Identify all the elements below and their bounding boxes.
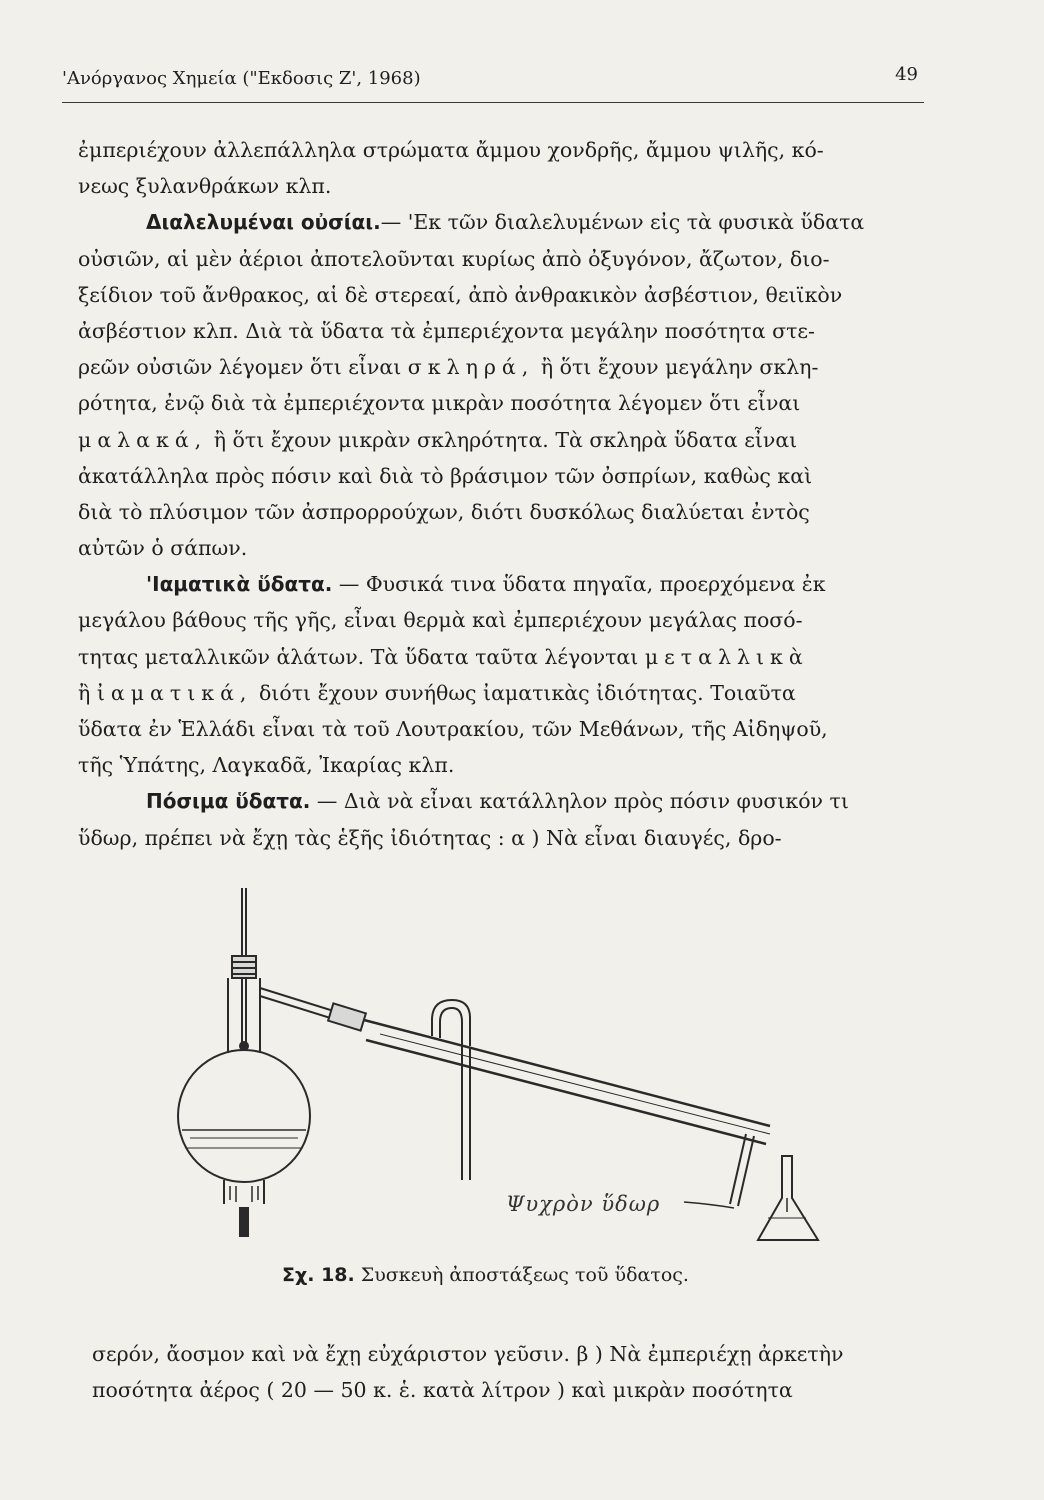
figure-number: Σχ. 18. <box>282 1264 355 1286</box>
body-text <box>78 132 938 856</box>
paragraph-healing-waters: 'Ιαματικὰ ὕδατα. — Φυσικά τινα ὕδατα πηγαῖα, προερχόμενα ἐκ <box>146 572 826 597</box>
text-line: οὐσιῶν, αἱ μὲν ἀέριοι ἀποτελοῦνται κυρίως ἀπὸ ὀξυγόνον, ἄζωτον, διο- <box>78 246 830 271</box>
section-heading-drinking: Πόσιμα ὕδατα. <box>146 789 311 814</box>
collecting-flask <box>758 1156 818 1240</box>
text-line: ρεῶν οὐσιῶν λέγομεν ὅτι εἶναι σκληρά, ἢ ὅτι ἔχουν μεγάλην σκλη- <box>78 355 819 380</box>
water-inlet-tube <box>730 1134 746 1204</box>
page-number: 49 <box>895 64 918 85</box>
text-line: ἐμπεριέχουν ἀλλεπάλληλα στρώματα ἄμμου χονδρῆς, ἄμμου ψιλῆς, κό- <box>78 138 824 162</box>
text-line: ὕδατα ἐν Ἑλλάδι εἶναι τὰ τοῦ Λουτρακίου, τῶν Μεθάνων, τῆς Αἰδηψοῦ, <box>78 717 828 741</box>
running-title: 'Ανόργανος Χημεία ("Εκδοσις Ζ', 1968) <box>62 68 421 89</box>
text-line: ἀκατάλληλα πρὸς πόσιν καὶ διὰ τὸ βράσιμον τῶν ὀσπρίων, καθὼς καὶ <box>78 463 813 488</box>
emphasis-hard: σκληρά, <box>407 355 535 380</box>
text-line: ρότητα, ἐνῷ διὰ τὰ ἐμπεριέχοντα μικρὰν ποσότητα λέγομεν ὅτι εἶναι <box>78 391 801 416</box>
emphasis-metallic: μεταλλικὰ <box>644 644 809 669</box>
connector <box>328 1003 366 1030</box>
condenser <box>364 1020 770 1126</box>
text-line: αὐτῶν ὁ σάπων. <box>78 536 248 561</box>
text-line: νεως ξυλανθράκων κλπ. <box>78 174 332 199</box>
emphasis-soft: μαλακά, <box>78 427 208 452</box>
round-flask <box>178 1050 310 1182</box>
section-heading-healing: 'Ιαματικὰ ὕδατα. <box>146 572 333 597</box>
distillation-apparatus-illustration <box>170 868 870 1248</box>
text-line: ὕδωρ, πρέπει νὰ ἔχῃ τὰς ἑξῆς ἰδιότητας : α ) Νὰ εἶναι διαυγές, δρο- <box>78 825 782 850</box>
figure-caption-text: Συσκευὴ ἀποστάξεως τοῦ ὕδατος. <box>360 1264 689 1286</box>
text-line: ξείδιον τοῦ ἄνθρακος, αἱ δὲ στερεαί, ἀπὸ ἀνθρακικὸν ἀσβέστιον, θειϊκὸν <box>78 282 843 307</box>
section-heading-dissolved: Διαλελυμέναι οὐσίαι. <box>146 210 381 235</box>
distillation-figure <box>170 868 870 1248</box>
text-line: ποσότητα ἀέρος ( 20 — 50 κ. ἑ. κατὰ λίτρον ) καὶ μικρὰν ποσότητα <box>92 1378 793 1403</box>
running-header <box>62 62 924 103</box>
text-line: μαλακά, ἢ ὅτι ἔχουν μικρὰν σκληρότητα. Τὰ σκληρὰ ὕδατα εἶναι <box>78 427 798 452</box>
text-line: διὰ τὸ πλύσιμον τῶν ἀσπρορρούχων, διότι δυσκόλως διαλύεται ἐντὸς <box>78 499 810 524</box>
paragraph-dissolved-substances: Διαλελυμέναι οὐσίαι.— 'Εκ τῶν διαλελυμένων εἰς τὰ φυσικὰ ὕδατα <box>146 210 865 235</box>
text-line: ἀσβέστιον κλπ. Διὰ τὰ ὕδατα τὰ ἐμπεριέχοντα μεγάλην ποσότητα στε- <box>78 318 815 343</box>
text-line: τητας μεταλλικῶν ἁλάτων. Τὰ ὕδατα ταῦτα λέγονται μεταλλικὰ <box>78 644 809 669</box>
figure-caption <box>282 1264 842 1286</box>
text-line: ἢ ἰαματικά, διότι ἔχουν συνήθως ἰαματικὰς ἰδιότητας. Τοιαῦτα <box>78 680 796 705</box>
cold-water-label: Ψυχρὸν ὕδωρ <box>506 1192 661 1216</box>
text-line: σερόν, ἄοσμον καὶ νὰ ἔχῃ εὐχάριστον γεῦσιν. β ) Νὰ ἐμπεριέχῃ ἀρκετὴν <box>92 1342 844 1366</box>
emphasis-healing: ἰαματικά, <box>96 680 253 705</box>
paragraph-drinking-water: Πόσιμα ὕδατα. — Διὰ νὰ εἶναι κατάλληλον πρὸς πόσιν φυσικόν τι <box>146 789 849 814</box>
body-text-continued <box>92 1336 952 1408</box>
text-line: μεγάλου βάθους τῆς γῆς, εἶναι θερμὰ καὶ ἐμπεριέχουν μεγάλας ποσό- <box>78 608 803 633</box>
text-line: τῆς Ὑπάτης, Λαγκαδᾶ, Ἰκαρίας κλπ. <box>78 753 455 778</box>
